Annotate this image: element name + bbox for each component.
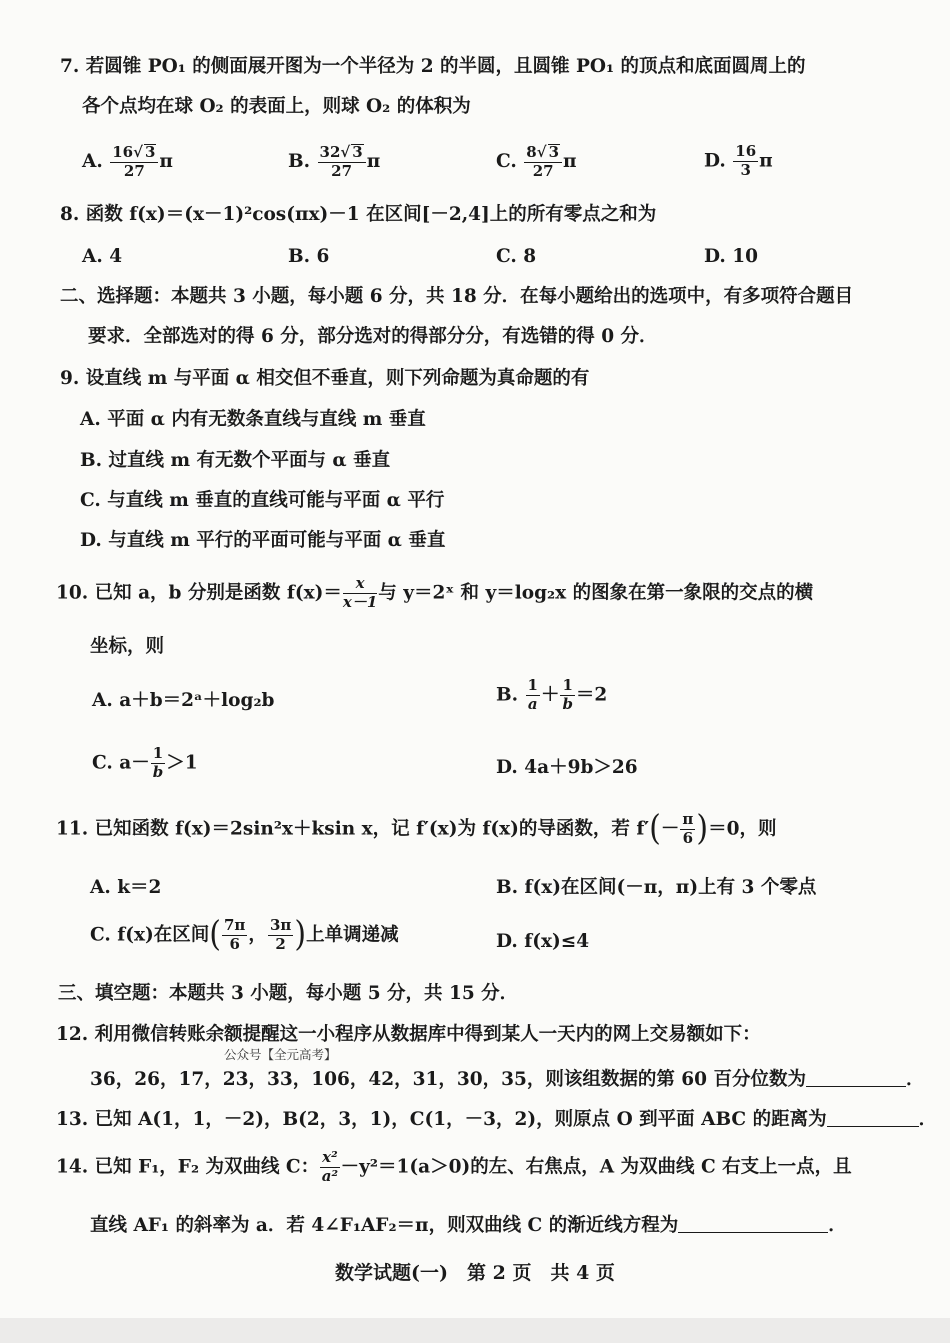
- q12-stem-line1: 12. 利用微信转账余额提醒这一小程序从数据库中得到某人一天内的网上交易额如下：: [56, 1024, 761, 1045]
- scan-bottom-edge: [0, 1318, 950, 1343]
- q10-option-d: D. 4a＋9b＞26: [496, 757, 638, 778]
- q7-option-d: D. $\frac{16}{3}$ π: [704, 142, 773, 179]
- q9-option-b: B. 过直线 m 有无数个平面与 α 垂直: [80, 450, 391, 471]
- q14-stem-line1: 14. 已知 F₁，F₂ 为双曲线 C： $\frac{\text{x²}}{\text{a²}}$ －y²＝1(a＞0)的左、右焦点，A 为双曲线 C 右支上一点，且: [56, 1148, 852, 1185]
- q7-d-fraction: $\frac{16}{3}$: [735, 142, 757, 179]
- q8-option-d: D. 10: [704, 246, 759, 267]
- q8-option-a: A. 4: [82, 246, 123, 267]
- section2-heading-line2: 要求．全部选对的得 6 分，部分选对的得部分分，有选错的得 0 分．: [88, 326, 658, 347]
- q13-answer-blank[interactable]: [827, 1108, 919, 1127]
- section3-heading: 三、填空题：本题共 3 小题，每小题 5 分，共 15 分．: [58, 983, 519, 1004]
- q7-c-fraction: $\frac{8√ 3}{27}$: [524, 144, 562, 180]
- q8-option-c: C. 8: [496, 246, 537, 267]
- q10-stem-line2: 坐标，则: [90, 636, 165, 657]
- q9-option-d: D. 与直线 m 平行的平面可能与平面 α 垂直: [80, 530, 446, 551]
- q11-stem: 11. 已知函数 f(x)＝2sin²x＋ksin x，记 f′(x)为 f(x)的导函数，若 f′(－ $\frac{\pi}{6}$ )＝0，则: [56, 808, 777, 849]
- q9-option-a: A. 平面 α 内有无数条直线与直线 m 垂直: [80, 409, 426, 430]
- q7-b-fraction: $\frac{32√ 3}{27}$: [318, 144, 366, 180]
- q10-function-fraction: $\frac{x}{x-1}$: [342, 574, 378, 611]
- q11-option-d: D. f(x)≤4: [496, 931, 590, 952]
- q9-option-c: C. 与直线 m 垂直的直线可能与平面 α 平行: [80, 490, 445, 511]
- q7-a-fraction: $\frac{16√ 3}{27}$: [110, 144, 158, 180]
- q12-stem-line2: 36，26，17，23，33，106，42，31，30，35，则该组数据的第 60 百分位数为 ．: [90, 1069, 925, 1090]
- q11-option-b: B. f(x)在区间(－π，π)上有 3 个零点: [496, 877, 817, 898]
- q7-option-c: C. $\frac{8√ 3}{27}$ π: [496, 143, 577, 180]
- sqrt-symbol: √: [133, 143, 143, 161]
- q9-stem: 9. 设直线 m 与平面 α 相交但不垂直，则下列命题为真命题的有: [60, 368, 590, 389]
- q7-stem-line1: 7. 若圆锥 PO₁ 的侧面展开图为一个半径为 2 的半圆，且圆锥 PO₁ 的顶点和底面圆周上的: [60, 56, 806, 77]
- q11-option-a: A. k＝2: [90, 877, 162, 898]
- q12-answer-blank[interactable]: [806, 1068, 906, 1087]
- q7-option-a: A. $\frac{16√ 3}{27}$ π: [82, 143, 173, 180]
- page-footer: 数学试题(一) 第 2 页 共 4 页: [335, 1262, 615, 1284]
- q10-option-c: C. a－ $\frac{1}{b}$ ＞1: [92, 744, 198, 781]
- sqrt-symbol: √: [340, 143, 351, 161]
- q14-stem-line2: 直线 AF₁ 的斜率为 a．若 4∠F₁AF₂＝π，则双曲线 C 的渐近线方程为 ．: [90, 1215, 847, 1236]
- q13-stem: 13. 已知 A(1，1，－2)，B(2，3，1)，C(1，－3，2)，则原点 O 到平面 ABC 的距离为 ．: [56, 1109, 938, 1130]
- q8-stem: 8. 函数 f(x)＝(x－1)²cos(πx)－1 在区间[－2,4]上的所有零点之和为: [60, 204, 657, 225]
- q10-stem-line1: 10. 已知 a，b 分别是函数 f(x)＝ $\frac{x}{x-1}$ 与 y＝2ˣ 和 y＝log₂x 的图象在第一象限的交点的横: [56, 574, 814, 611]
- q14-answer-blank[interactable]: [678, 1214, 828, 1233]
- q7-stem-line2: 各个点均在球 O₂ 的表面上，则球 O₂ 的体积为: [82, 96, 471, 117]
- q10-option-b: B. $\frac{1}{a}$ ＋ $\frac{1}{b}$ ＝2: [496, 676, 608, 713]
- sqrt-symbol: √: [536, 143, 547, 161]
- q10-option-a: A. a＋b＝2ᵃ＋log₂b: [92, 690, 275, 711]
- section2-heading-line1: 二、选择题：本题共 3 小题，每小题 6 分，共 18 分．在每小题给出的选项中，有多项符合题目: [60, 286, 854, 307]
- watermark-text: 公众号【全元高考】: [224, 1047, 337, 1062]
- q7-option-b: B. $\frac{32√ 3}{27}$ π: [288, 143, 381, 180]
- q8-option-b: B. 6: [288, 246, 330, 267]
- q11-option-c: C. f(x)在区间( $\frac{7\pi}{6}$ ， $\frac{3\pi}{2}$ )上单调递减: [90, 914, 399, 955]
